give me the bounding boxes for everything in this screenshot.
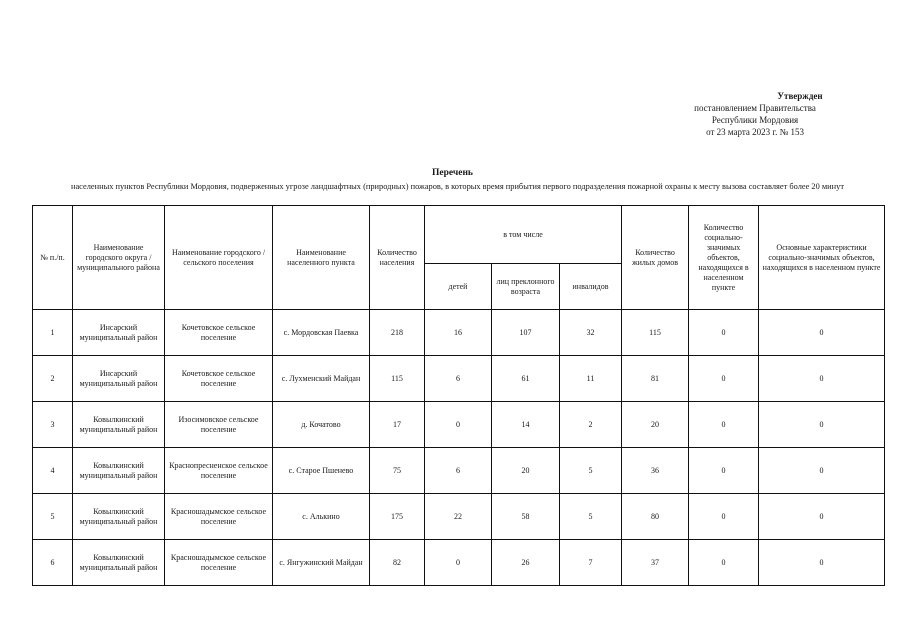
locality-registry-table — [32, 205, 885, 586]
cell-disabled: 32 — [560, 310, 622, 356]
document-title: Перечень — [432, 168, 473, 178]
cell-children: 6 — [425, 356, 492, 402]
cell-num: 2 — [33, 356, 73, 402]
cell-houses: 36 — [622, 448, 689, 494]
header-houses: Количество жилых домов — [622, 206, 689, 310]
cell-settlement: Кочетовское сельское поселение — [165, 356, 273, 402]
table-row — [33, 494, 885, 540]
header-population: Количество населения — [370, 206, 425, 310]
cell-disabled: 11 — [560, 356, 622, 402]
cell-objects-desc: 0 — [759, 540, 885, 586]
cell-elderly: 26 — [492, 540, 560, 586]
approval-line-3: от 23 марта 2023 г. № 153 — [706, 127, 804, 137]
cell-settlement: Изосимовское сельское поселение — [165, 402, 273, 448]
cell-disabled: 7 — [560, 540, 622, 586]
cell-locality: с. Старое Пшенево — [273, 448, 370, 494]
cell-district: Ковылкинский муниципальный район — [73, 448, 165, 494]
cell-population: 75 — [370, 448, 425, 494]
cell-settlement: Кочетовское сельское поселение — [165, 310, 273, 356]
cell-population: 82 — [370, 540, 425, 586]
cell-houses: 20 — [622, 402, 689, 448]
cell-elderly: 58 — [492, 494, 560, 540]
header-district: Наименование городского округа / муниципального района — [73, 206, 165, 310]
approval-heading: Утвержден — [777, 91, 823, 101]
cell-elderly: 61 — [492, 356, 560, 402]
header-locality: Наименование населенного пункта — [273, 206, 370, 310]
cell-houses: 37 — [622, 540, 689, 586]
approval-line-1: постановлением Правительства — [694, 103, 816, 113]
cell-settlement: Красношадымское сельское поселение — [165, 494, 273, 540]
approval-stamp — [640, 90, 870, 138]
cell-objects-count: 0 — [689, 402, 759, 448]
cell-district: Ковылкинский муниципальный район — [73, 402, 165, 448]
cell-settlement: Красношадымское сельское поселение — [165, 540, 273, 586]
cell-district: Ковылкинский муниципальный район — [73, 540, 165, 586]
header-num: № п./п. — [33, 206, 73, 310]
cell-elderly: 14 — [492, 402, 560, 448]
cell-population: 218 — [370, 310, 425, 356]
table-row — [33, 448, 885, 494]
cell-population: 17 — [370, 402, 425, 448]
header-disabled: инвалидов — [560, 264, 622, 310]
cell-children: 22 — [425, 494, 492, 540]
table-row — [33, 356, 885, 402]
cell-num: 6 — [33, 540, 73, 586]
cell-children: 16 — [425, 310, 492, 356]
table-row — [33, 402, 885, 448]
document-subtitle: населенных пунктов Республики Мордовия, подверженных угрозе ландшафтных (природных) пожаров, в которых время прибытия первого подразделения пожарной охраны к месту вызова составляет более 20 минут — [70, 182, 844, 191]
table-row — [33, 310, 885, 356]
header-elderly: лиц преклонного возраста — [492, 264, 560, 310]
approval-line-2: Республики Мордовия — [711, 115, 799, 125]
cell-children: 0 — [425, 540, 492, 586]
cell-objects-desc: 0 — [759, 356, 885, 402]
cell-objects-count: 0 — [689, 310, 759, 356]
cell-objects-desc: 0 — [759, 310, 885, 356]
cell-houses: 115 — [622, 310, 689, 356]
header-objects-count: Количество социально-значимых объектов, находящихся в населенном пункте — [689, 206, 759, 310]
cell-objects-desc: 0 — [759, 448, 885, 494]
cell-locality: с. Алькино — [273, 494, 370, 540]
cell-elderly: 107 — [492, 310, 560, 356]
cell-locality: с. Янгужинский Майдан — [273, 540, 370, 586]
cell-disabled: 5 — [560, 448, 622, 494]
table-header-row — [33, 206, 885, 264]
cell-locality: д. Кочатово — [273, 402, 370, 448]
cell-objects-count: 0 — [689, 540, 759, 586]
cell-num: 1 — [33, 310, 73, 356]
cell-children: 6 — [425, 448, 492, 494]
cell-objects-desc: 0 — [759, 494, 885, 540]
cell-elderly: 20 — [492, 448, 560, 494]
cell-num: 4 — [33, 448, 73, 494]
cell-district: Инсарский муниципальный район — [73, 356, 165, 402]
cell-num: 3 — [33, 402, 73, 448]
cell-settlement: Краснопресненское сельское поселение — [165, 448, 273, 494]
cell-district: Инсарский муниципальный район — [73, 310, 165, 356]
cell-locality: с. Лухменский Майдан — [273, 356, 370, 402]
cell-population: 115 — [370, 356, 425, 402]
cell-objects-count: 0 — [689, 448, 759, 494]
cell-children: 0 — [425, 402, 492, 448]
cell-locality: с. Мордовская Паевка — [273, 310, 370, 356]
cell-objects-desc: 0 — [759, 402, 885, 448]
header-children: детей — [425, 264, 492, 310]
table-row — [33, 540, 885, 586]
cell-disabled: 5 — [560, 494, 622, 540]
cell-disabled: 2 — [560, 402, 622, 448]
cell-objects-count: 0 — [689, 494, 759, 540]
cell-houses: 81 — [622, 356, 689, 402]
cell-objects-count: 0 — [689, 356, 759, 402]
header-including: в том числе — [425, 206, 622, 264]
header-objects-desc: Основные характеристики социально-значимых объектов, находящихся в населенном пункте — [759, 206, 885, 310]
cell-district: Ковылкинский муниципальный район — [73, 494, 165, 540]
cell-num: 5 — [33, 494, 73, 540]
header-settlement: Наименование городского / сельского поселения — [165, 206, 273, 310]
cell-population: 175 — [370, 494, 425, 540]
cell-houses: 80 — [622, 494, 689, 540]
